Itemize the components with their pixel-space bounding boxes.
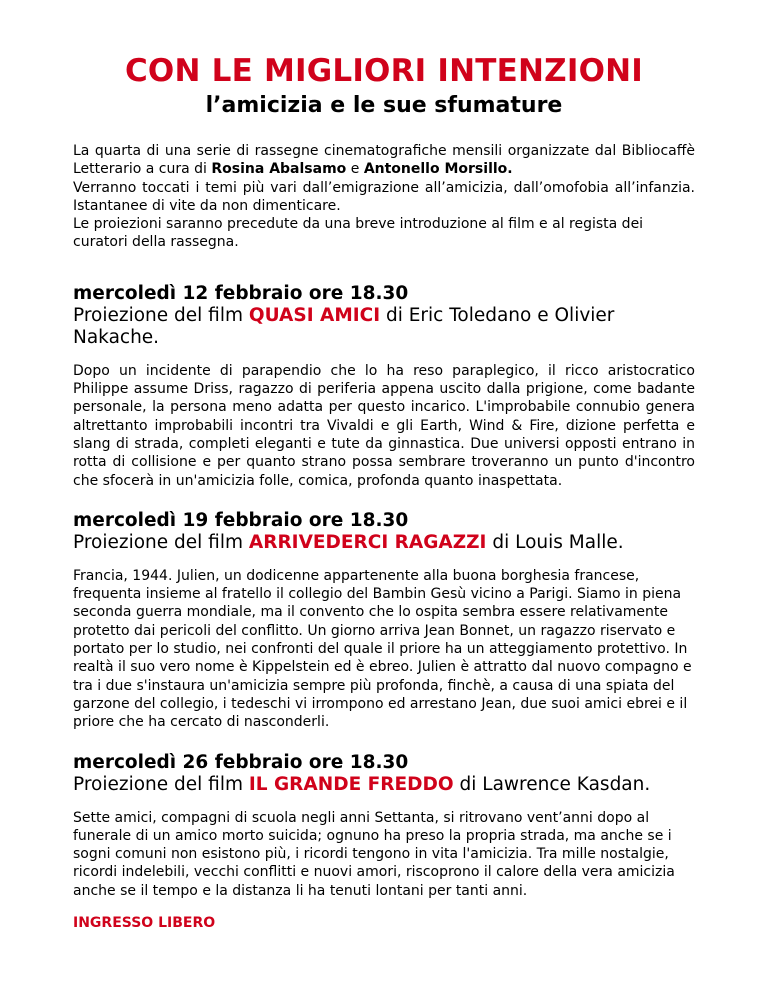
intro-section bbox=[73, 142, 695, 252]
flyer bbox=[73, 52, 695, 932]
free-entry-notice: INGRESSO LIBERO bbox=[73, 915, 216, 932]
event-date: mercoledì 19 febbraio ore 18.30 bbox=[73, 509, 409, 531]
event-description bbox=[73, 774, 695, 796]
event-2 bbox=[73, 510, 695, 732]
intro-paragraph-3: Le proiezioni saranno precedute da una breve introduzione al film e al regista dei curatori della rassegna. bbox=[73, 216, 644, 251]
film-synopsis: Francia, 1944. Julien, un dodicenne appartenente alla buona borghesia francese, frequenta insieme al fratello il collegio del Bambin Gesù vicino a Parigi. Siamo in piena seconda guerra mondiale, ma il convento che lo ospita sembra essere relativamente protetto dai pericoli del conflitto. Un giorno arriva Jean Bonnet, un ragazzo riservato e portato per lo studio, nei confronti del quale il priore ha un atteggiamento protettivo. In realtà il suo vero nome è Kippelstein ed è ebreo. Julien è attratto dal nuovo compagno e tra i due s'instaura un'amicizia sempre più profonda, finchè, a causa di una spiata del garzone del collegio, i tedeschi vi irrompono ed arrestano Jean, due suoi amici ebrei e il priore che ha cercato di nasconderli. bbox=[73, 567, 692, 731]
film-title: IL GRANDE FREDDO bbox=[248, 773, 454, 795]
intro-paragraph-2: Verranno toccati i temi più vari dall’emigrazione all’amicizia, dall’omofobia all’infanzia. Istantanee di vite da non dimenticare. bbox=[73, 179, 695, 214]
event-description bbox=[73, 305, 695, 349]
event-prefix: Proiezione del film bbox=[73, 773, 249, 795]
event-prefix: Proiezione del film bbox=[73, 531, 249, 553]
event-director: di Eric Toledano e Olivier Nakache. bbox=[73, 304, 615, 348]
event-1 bbox=[73, 283, 695, 490]
event-description bbox=[73, 532, 695, 554]
film-title: QUASI AMICI bbox=[248, 304, 381, 326]
curator-name-2: Antonello Morsillo. bbox=[363, 161, 513, 178]
intro-paragraph-1 bbox=[73, 142, 695, 179]
intro-conjunction: e bbox=[346, 161, 364, 178]
curator-name-1: Rosina Abalsamo bbox=[211, 161, 347, 178]
event-director: di Louis Malle. bbox=[486, 531, 624, 553]
film-synopsis: Dopo un incidente di parapendio che lo ha reso paraplegico, il ricco aristocratico Philippe assume Driss, ragazzo di periferia appena uscito dalla prigione, come badante personale, la persona meno adatta per questo incarico. L'improbabile connubio genera altrettanto improbabili incontri tra Vivaldi e gli Earth, Wind & Fire, dizione perfetta e slang di strada, completi eleganti e tute da ginnastica. Due universi opposti entrano in rotta di collisione e per quanto strano possa sembrare troveranno un punto d'incontro che sfocerà in un'amicizia folle, comica, profonda quanto inaspettata. bbox=[73, 362, 695, 489]
event-3 bbox=[73, 752, 695, 900]
page-title: CON LE MIGLIORI INTENZIONI bbox=[124, 53, 644, 89]
event-date: mercoledì 26 febbraio ore 18.30 bbox=[73, 751, 409, 773]
event-prefix: Proiezione del film bbox=[73, 304, 249, 326]
film-synopsis: Sette amici, compagni di scuola negli anni Settanta, si ritrovano vent’anni dopo al funerale di un amico morto suicida; ognuno ha preso la propria strada, ma anche se i sogni comuni non esistono più, i ricordi tengono in vita l'amicizia. Tra mille nostalgie, ricordi indelebili, vecchi conflitti e nuovi amori, riscoprono il calore della vera amicizia anche se il tempo e la distanza li ha tenuti lontani per tanti anni. bbox=[73, 809, 675, 899]
film-title: ARRIVEDERCI RAGAZZI bbox=[248, 531, 487, 553]
page-subtitle: l’amicizia e le sue sfumature bbox=[205, 93, 563, 118]
intro-text: La quarta di una serie di rassegne cinematografiche mensili organizzate dal Bibliocaffè Letterario a cura di bbox=[73, 143, 695, 178]
event-date: mercoledì 12 febbraio ore 18.30 bbox=[73, 282, 409, 304]
event-director: di Lawrence Kasdan. bbox=[453, 773, 651, 795]
